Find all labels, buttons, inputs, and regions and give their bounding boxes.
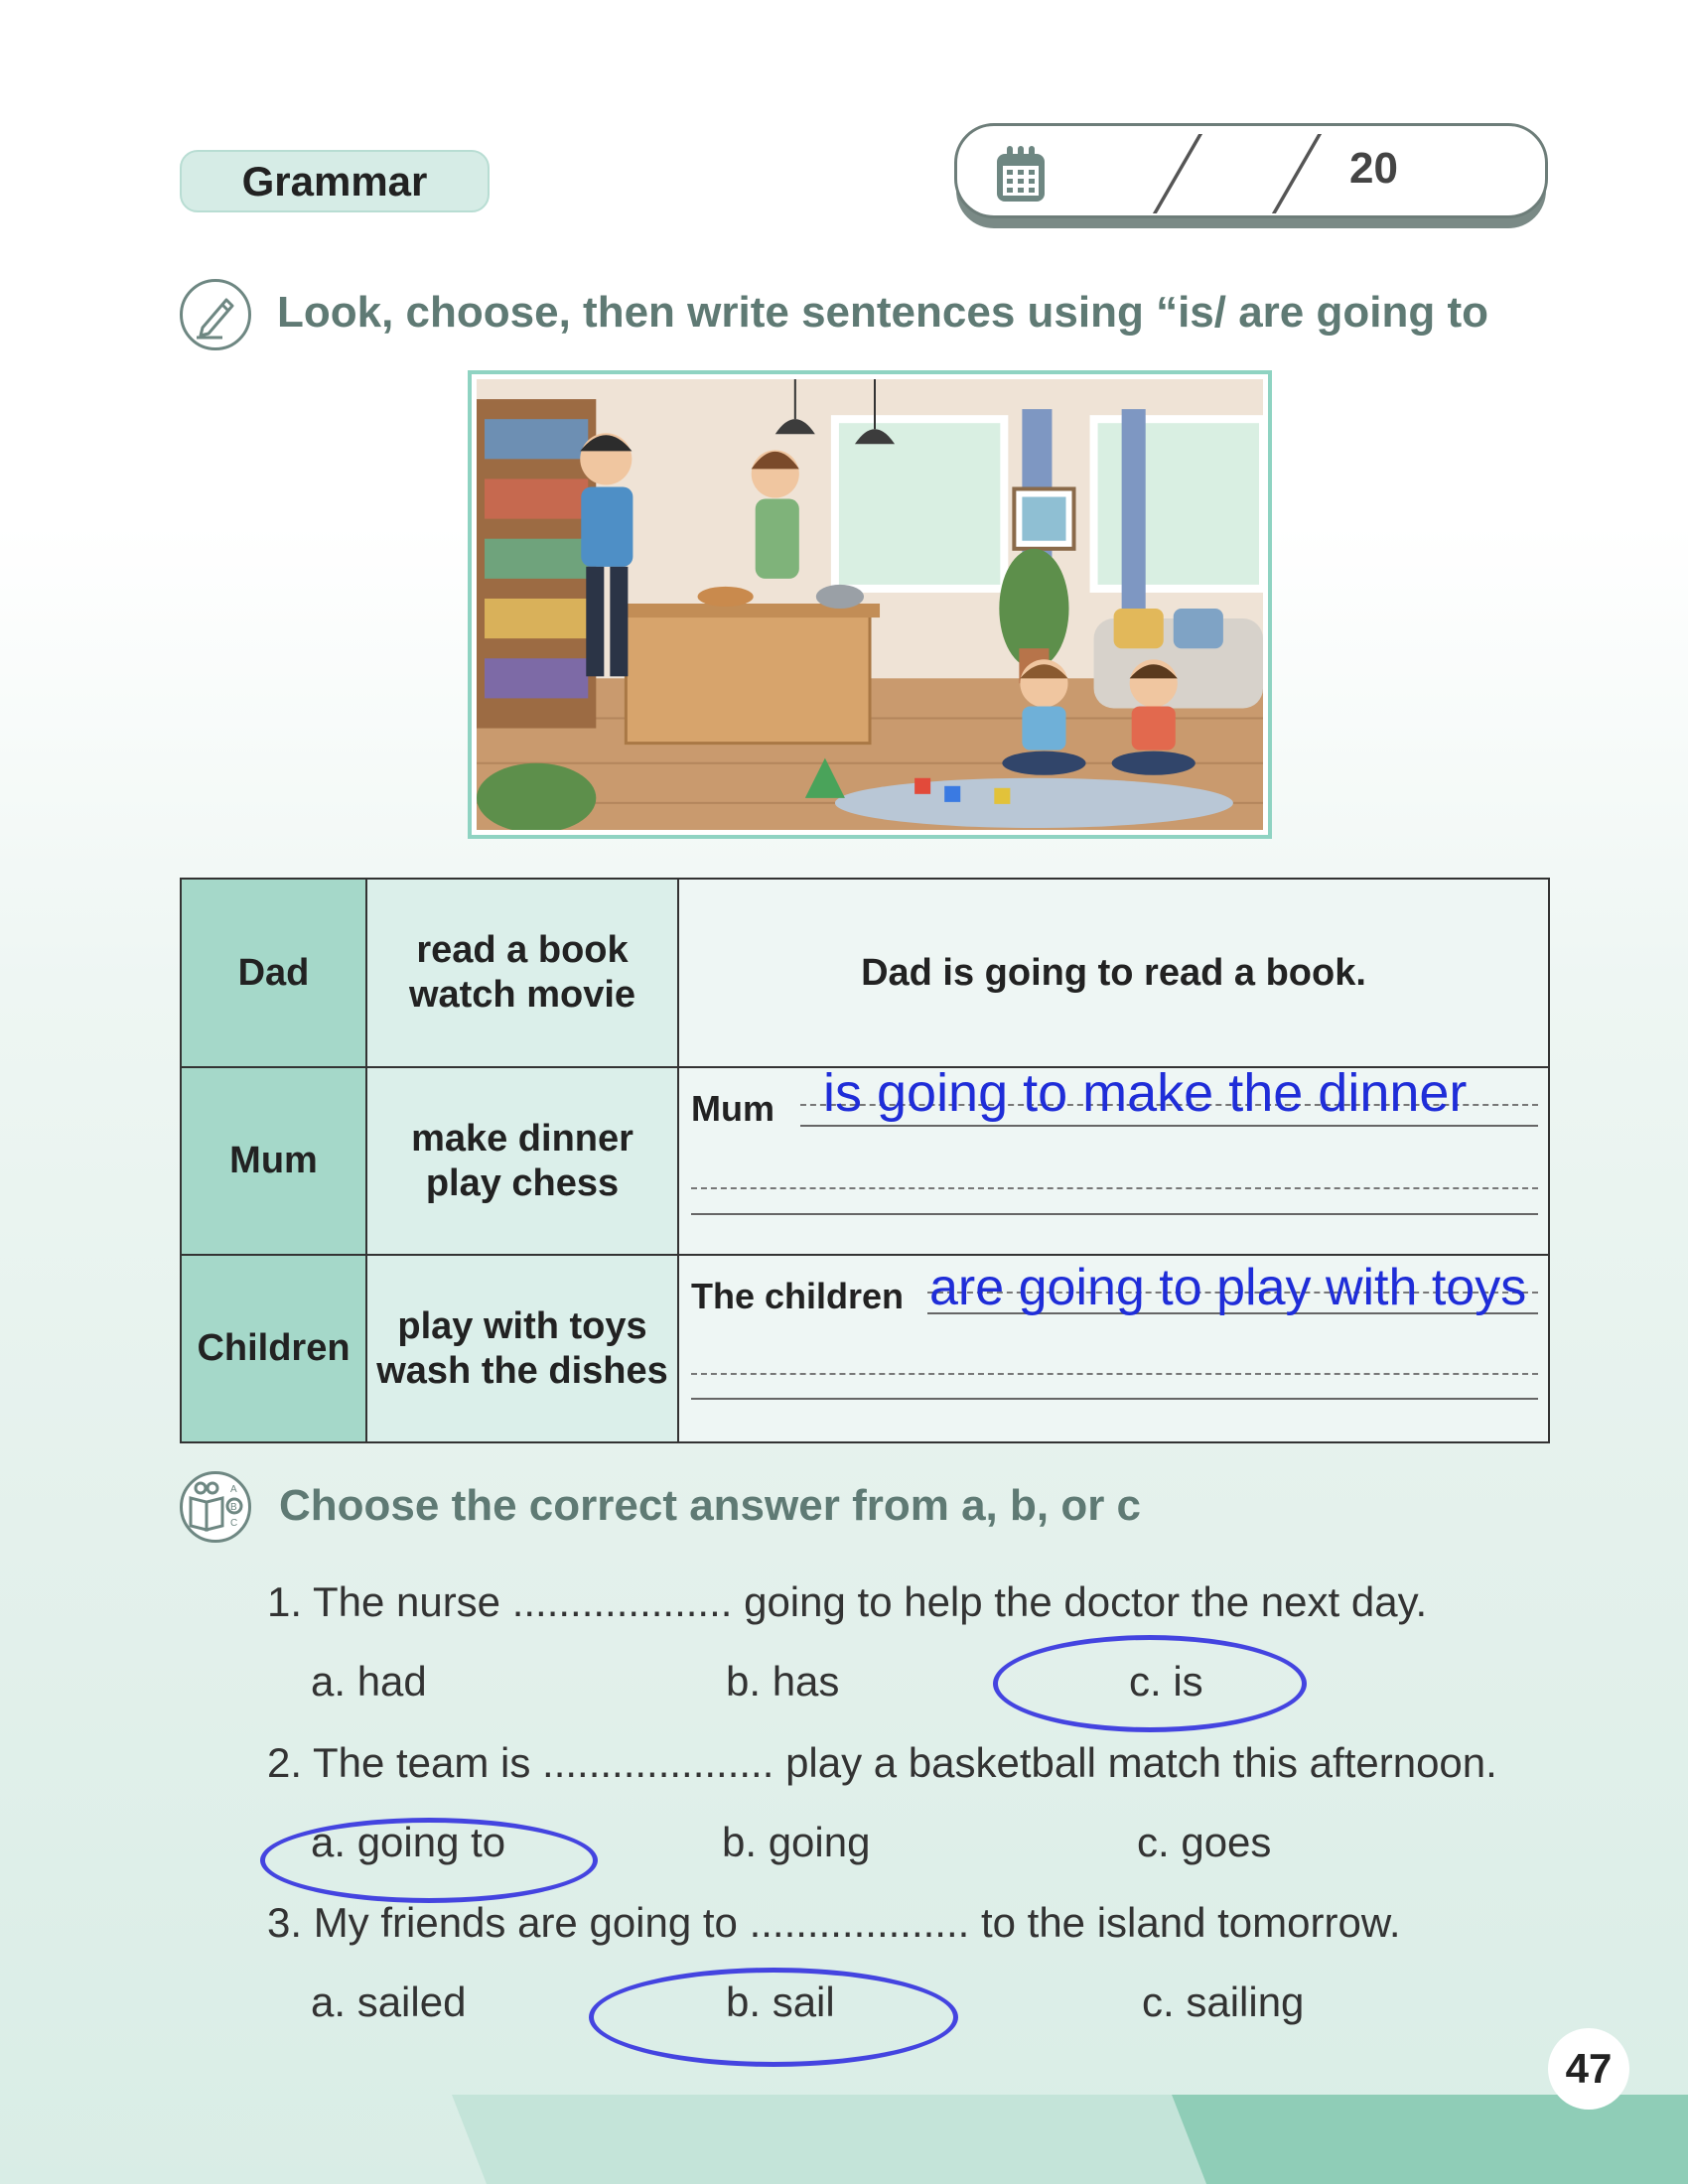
table-row	[181, 879, 1549, 1067]
svg-text:A: A	[230, 1484, 237, 1495]
question-text: 1. The nurse ................... going to help the doctor the next day.	[267, 1578, 1428, 1625]
options-cell	[366, 879, 678, 1067]
footer-band	[0, 2095, 1688, 2184]
example-sentence: Dad is going to read a book.	[861, 951, 1366, 994]
option-text: play chess	[425, 1161, 620, 1204]
svg-text:C: C	[230, 1518, 238, 1529]
answer-circle	[589, 1968, 958, 2067]
svg-text:B: B	[230, 1502, 237, 1513]
answer-circle	[993, 1635, 1307, 1732]
section-badge	[180, 150, 490, 212]
answer-cell	[678, 879, 1549, 1067]
answer-option-b[interactable]: b. has	[726, 1658, 840, 1705]
writing-line	[691, 1213, 1538, 1215]
option-text: wash the dishes	[376, 1349, 668, 1392]
section-label: Grammar	[241, 157, 428, 205]
subject-cell: Children	[181, 1255, 366, 1442]
abc-book-icon	[180, 1471, 251, 1543]
table-row	[181, 1067, 1549, 1255]
subject-cell: Dad	[181, 879, 366, 1067]
answer-option-b[interactable]: b. going	[722, 1819, 871, 1865]
date-field[interactable]	[954, 123, 1548, 218]
answer-option-a[interactable]: a. going to	[311, 1819, 506, 1865]
option-text: read a book	[416, 929, 629, 971]
subject-cell: Mum	[181, 1067, 366, 1255]
writing-line	[800, 1125, 1538, 1127]
vocab-table	[180, 878, 1550, 1443]
dotted-line	[691, 1187, 1538, 1189]
answer-option-b[interactable]: b. sail	[726, 1979, 835, 2025]
handwritten-answer[interactable]: is going to make the dinner	[823, 1063, 1468, 1123]
page-number: 47	[1548, 2028, 1629, 2110]
options-cell	[366, 1255, 678, 1442]
calendar-icon	[995, 146, 1047, 204]
option-text: play with toys	[397, 1304, 647, 1347]
answer-option-c[interactable]: c. goes	[1137, 1819, 1272, 1865]
answer-option-a[interactable]: a. had	[311, 1658, 427, 1705]
handwritten-answer[interactable]: are going to play with toys	[929, 1259, 1527, 1316]
scene-illustration	[468, 370, 1272, 839]
date-separator	[1272, 134, 1322, 213]
exercise1-title: Look, choose, then write sentences using “is/ are going to	[277, 288, 1488, 337]
answer-option-c[interactable]: c. is	[1129, 1658, 1203, 1705]
pencil-icon	[180, 279, 251, 350]
exercise2-title: Choose the correct answer from a, b, or c	[279, 1481, 1142, 1530]
question-text: 2. The team is .................... play a basketball match this afternoon.	[267, 1739, 1497, 1786]
answer-circle	[260, 1818, 598, 1903]
answer-option-c[interactable]: c. sailing	[1142, 1979, 1305, 2025]
dotted-line	[691, 1373, 1538, 1375]
writing-line	[691, 1398, 1538, 1400]
answer-cell[interactable]	[678, 1063, 1549, 1255]
sentence-prefix: Mum	[691, 1088, 774, 1129]
question-text: 3. My friends are going to ................... to the island tomorrow.	[267, 1899, 1401, 1946]
option-text: watch movie	[408, 974, 636, 1016]
answer-cell[interactable]	[678, 1255, 1549, 1442]
answer-option-a[interactable]: a. sailed	[311, 1979, 467, 2025]
table-row	[181, 1255, 1549, 1442]
sentence-prefix: The children	[691, 1276, 905, 1316]
date-year: 20	[1349, 144, 1398, 193]
options-cell	[366, 1067, 678, 1255]
option-text: make dinner	[411, 1117, 633, 1160]
date-separator	[1153, 134, 1202, 213]
